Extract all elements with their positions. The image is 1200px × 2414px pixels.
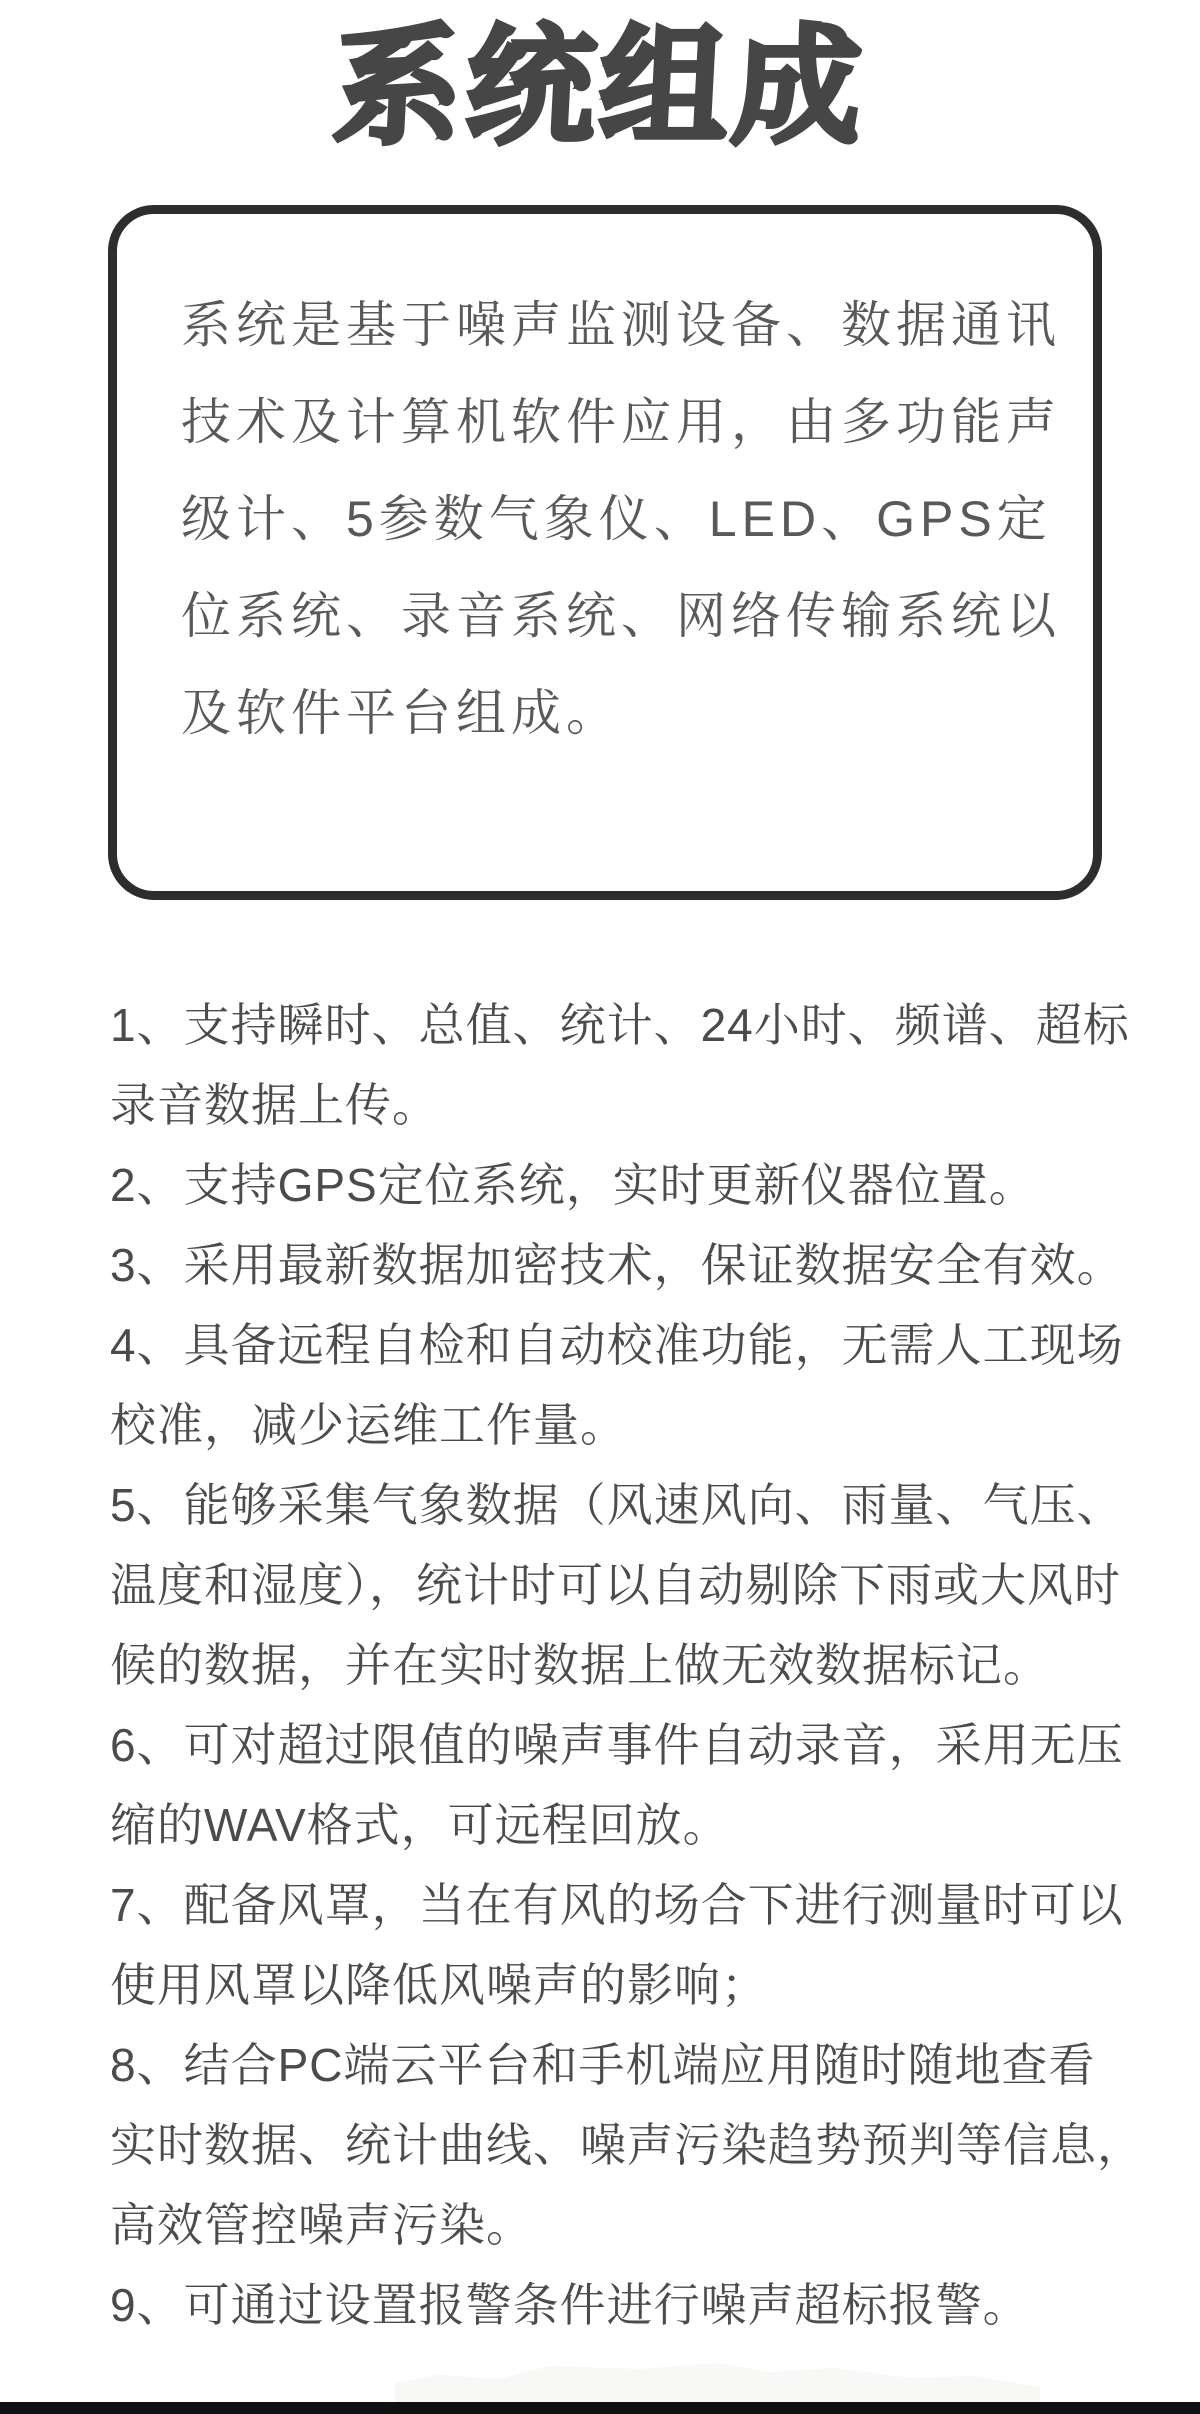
- feature-line: 校准，减少运维工作量。: [110, 1399, 627, 1451]
- feature-line: 8、结合PC端云平台和手机端应用随时随地查看: [110, 2039, 1096, 2091]
- intro-line: 系统是基于噪声监测设备、数据通讯: [181, 297, 1061, 353]
- intro-line: 位系统、录音系统、网络传输系统以: [181, 588, 1061, 644]
- feature-line: 候的数据，并在实时数据上做无效数据标记。: [110, 1639, 1050, 1691]
- intro-line: 级计、5参数气象仪、LED、GPS定: [181, 491, 1052, 547]
- feature-list: [110, 985, 1144, 2345]
- feature-line: 3、采用最新数据加密技术，保证数据安全有效。: [110, 1239, 1124, 1291]
- intro-line: 技术及计算机软件应用，由多功能声: [181, 394, 1061, 450]
- feature-line: 2、支持GPS定位系统，实时更新仪器位置。: [110, 1159, 1036, 1211]
- feature-line: 录音数据上传。: [110, 1079, 439, 1131]
- feature-line: 7、配备风罩，当在有风的场合下进行测量时可以: [110, 1879, 1124, 1931]
- feature-line: 温度和湿度），统计时可以自动剔除下雨或大风时: [110, 1559, 1121, 1611]
- feature-line: 实时数据、统计曲线、噪声污染趋势预判等信息，: [110, 2119, 1144, 2171]
- feature-line: 高效管控噪声污染。: [110, 2199, 533, 2251]
- footer-bar: [0, 2402, 1200, 2414]
- page-title: 系统组成: [330, 16, 870, 159]
- faded-watermark: [395, 2352, 1040, 2402]
- feature-line: 6、可对超过限值的噪声事件自动录音，采用无压: [110, 1719, 1124, 1771]
- feature-line: 5、能够采集气象数据（风速风向、雨量、气压、: [110, 1479, 1124, 1531]
- feature-line: 缩的WAV格式，可远程回放。: [110, 1799, 730, 1851]
- feature-line: 1、支持瞬时、总值、统计、24小时、频谱、超标: [110, 999, 1130, 1051]
- intro-line: 及软件平台组成。: [181, 685, 621, 741]
- feature-line: 4、具备远程自检和自动校准功能，无需人工现场: [110, 1319, 1124, 1371]
- feature-line: 9、可通过设置报警条件进行噪声超标报警。: [110, 2279, 1030, 2331]
- intro-box: [108, 205, 1102, 900]
- feature-line: 使用风罩以降低风噪声的影响；: [110, 1959, 768, 2011]
